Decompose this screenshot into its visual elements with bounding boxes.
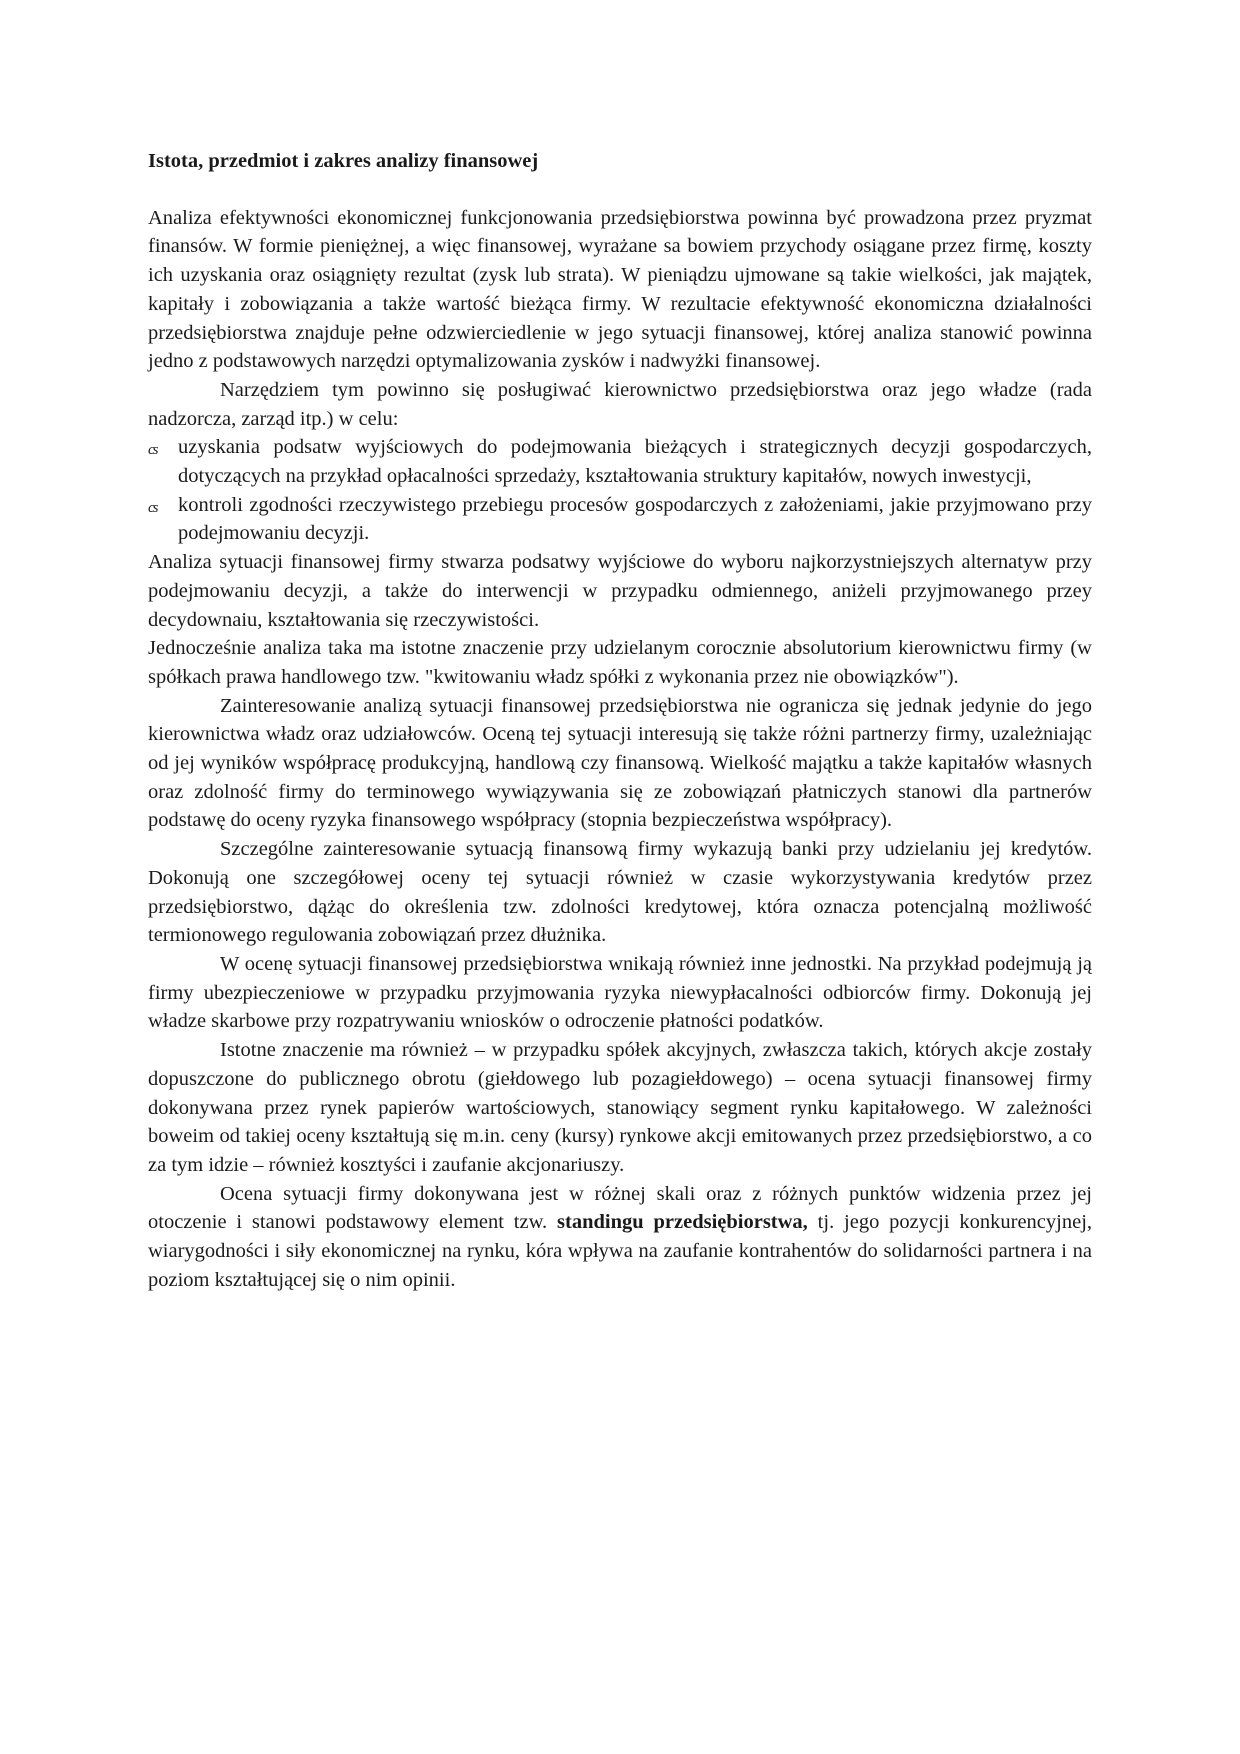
bullet-icon: cs xyxy=(148,442,157,459)
paragraph-7: W ocenę sytuacji finansowej przedsiębiorstwa wnikają również inne jednostki. Na przykład podejmują ją firmy ubezpieczeniowe w przypadku przyjmowania ryzyka niewypłacalności odbiorców firmy. Dokonują jej władze skarbowe przy rozpatrywaniu wniosków o odroczenie płatności podatków. xyxy=(148,952,1092,1033)
paragraph-1: Analiza efektywności ekonomicznej funkcjonowania przedsiębiorstwa powinna być prowadzona przez pryzmat finansów. W formie pieniężnej, a więc finansowej, wyrażane sa bowiem przychody osiągane przez firmę, koszty ich uzyskania oraz osiągnięty rezultat (zysk lub strata). W pieniądzu ujmowane są takie wielkości, jak majątek, kapitały i zobowiązania a także wartość bieżąca firmy. W rezultacie efektywność ekonomiczna działalności przedsiębiorstwa znajduje pełne odzwierciedlenie w jego sytuacji finansowej, której analiza stanowić powinna jedno z podstawowych narzędzi optymalizowania zysków i nadwyżki finansowej. xyxy=(148,206,1092,373)
paragraph-5: Zainteresowanie analizą sytuacji finansowej przedsiębiorstwa nie ogranicza się jednak jedynie do jego kierownictwa władz oraz udziałowców. Oceną tej sytuacji interesują się także różni partnerzy firmy, uzależniając od jej wyników współpracę produkcyjną, handlową czy finansową. Wielkość majątku a także kapitałów własnych oraz zdolność firmy do terminowego wywiązywania się ze zobowiązań płatniczych stanowi dla partnerów podstawę do oceny ryzyka finansowego współpracy (stopnia bezpieczeństwa współpracy). xyxy=(148,694,1092,832)
paragraph-3: Analiza sytuacji finansowej firmy stwarza podsatwy wyjściowe do wyboru najkorzystniejszych alternatyw przy podejmowaniu decyzji, a także do interwencji w przypadku odmiennego, aniżeli przyjmowanego przey decydownaiu, kształtowania się rzeczywistości. xyxy=(148,551,1092,631)
paragraph-6: Szczególne zainteresowanie sytuacją finansową firmy wykazują banki przy udzielaniu jej kredytów. Dokonują one szczegółowej oceny tej sytuacji również w czasie wykorzystywania kredytów przez przedsiębiorstwo, dążąc do określenia tzw. zdolności kredytowej, która oznacza potencjalną możliwość termionowego regulowania zobowiązań przez dłużnika. xyxy=(148,838,1092,947)
bullet-icon: cs xyxy=(148,499,157,516)
standing-term: standingu przedsiębiorstwa, xyxy=(557,1211,808,1234)
paragraph-9-end: tj. jego pozycji konkurencyjnej, wiarygodności i siły ekonomicznej na rynku, kóra wpływa na zaufanie kontrahentów do solidarności partnera i na poziom kształtującej się o nim opinii. xyxy=(148,1211,1093,1291)
paragraph-9-start: Ocena sytuacji firmy dokonywana jest w różnej skali oraz z różnych punktów widzenia przez jej otoczenie i stanowi podstawowy element tzw. xyxy=(148,1182,1092,1234)
paragraph-8: Istotne znaczenie ma również – w przypadku spółek akcyjnych, zwłaszcza takich, których akcje zostały dopuszczone do publicznego obrotu (giełdowego lub pozagiełdowego) – ocena sytuacji finansowej firmy dokonywana przez rynek papierów wartościowych, stanowiący segment rynku kapitałowego. W zależności boweim od takiej oceny kształtują się m.in. ceny (kursy) rynkowe akcji emitowanych przez przedsiębiorstwo, a co za tym idzie – również kosztyści i zaufanie akcjonariuszy. xyxy=(148,1039,1092,1176)
list-item-text: uzyskania podsatw wyjściowych do podejmowania bieżących i strategicznych decyzji gospodarczych, dotyczących na przykład opłacalności sprzedaży, kształtowania struktury kapitałów, nowych inwestycji, xyxy=(178,436,1092,488)
paragraph-4: Jednocześnie analiza taka ma istotne znaczenie przy udzielanym corocznie absolutorium kierownictwu firmy (w spółkach prawa handlowego tzw. "kwitowaniu władz spółki z wykonania przez nie obowiązków"). xyxy=(148,637,1092,688)
document-title: Istota, przedmiot i zakres analizy finansowej xyxy=(148,150,539,172)
paragraph-2: Narzędziem tym powinno się posługiwać kierownictwo przedsiębiorstwa oraz jego władze (rada nadzorcza, zarząd itp.) w celu: xyxy=(148,378,1092,430)
paragraph-9 xyxy=(148,1180,1092,1295)
list-item xyxy=(148,491,1092,548)
list-item xyxy=(148,433,1092,490)
list-item-text: kontroli zgodności rzeczywistego przebiegu procesów gospodarczych z założeniami, jakie przyjmowano przy podejmowaniu decyzji. xyxy=(178,493,1092,545)
goal-list xyxy=(148,433,1092,548)
document-page xyxy=(148,147,1092,1294)
